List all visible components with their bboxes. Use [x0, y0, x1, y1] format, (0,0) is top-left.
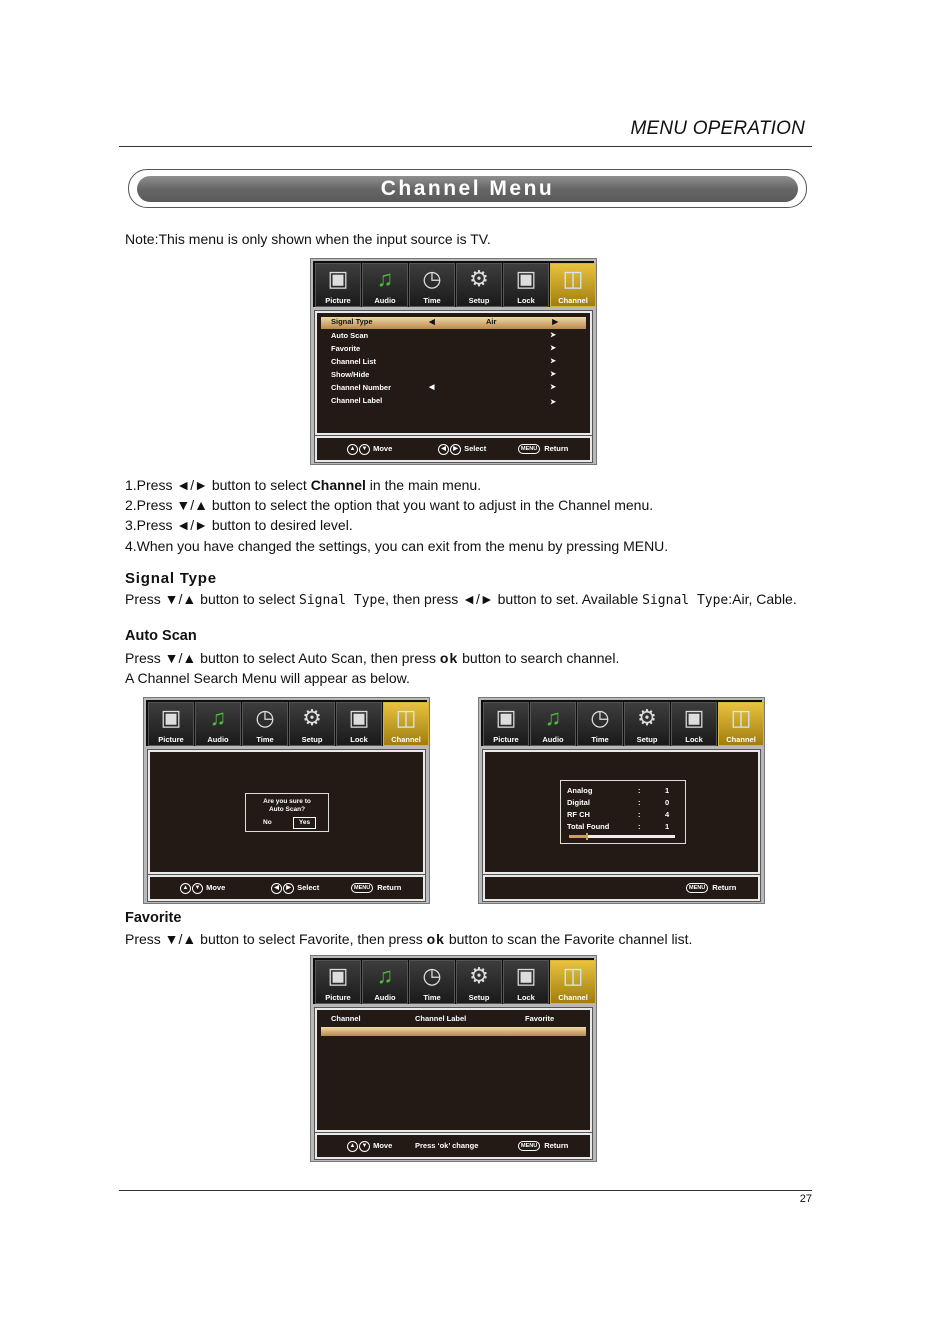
- return-hint: [351, 877, 401, 899]
- right-arrow-icon: ➤: [550, 371, 556, 378]
- note-text: Note:This menu is only shown when the input source is TV.: [125, 231, 491, 247]
- menu-item-favorite[interactable]: [331, 344, 586, 356]
- select-hint: [438, 438, 486, 460]
- menu-footer: [315, 1133, 592, 1159]
- footer-rule: [119, 1190, 812, 1191]
- right-arrow-icon: ➤: [550, 399, 556, 406]
- scan-colon: :: [638, 798, 641, 807]
- picture-tab[interactable]: [148, 702, 194, 746]
- step-2: 2.Press ▼/▲ button to select the option that you want to adjust in the Channel menu.: [125, 497, 654, 513]
- menu-icon-bar: [146, 700, 427, 746]
- time-tab[interactable]: [242, 702, 288, 746]
- tv-channel-menu: [310, 258, 597, 465]
- menu-item-label: Favorite: [331, 344, 361, 353]
- right-arrow-icon: ➤: [550, 384, 556, 391]
- gear-icon: ⚙: [469, 266, 489, 291]
- tab-label: Picture: [325, 296, 351, 305]
- tab-label: Time: [423, 993, 441, 1002]
- scan-progress-fill: [569, 835, 586, 838]
- menu-icon-bar: [481, 700, 762, 746]
- music-note-icon: ♫: [544, 705, 562, 730]
- move-hint: [180, 877, 225, 899]
- section-banner: [128, 169, 807, 208]
- right-arrow-icon: ➤: [550, 332, 556, 339]
- menu-item-label: Channel Label: [331, 396, 383, 405]
- return-hint: [518, 1135, 568, 1157]
- right-arrow-icon: ▶: [552, 317, 558, 326]
- tab-label: Channel: [558, 296, 588, 305]
- tab-label: Lock: [350, 735, 368, 744]
- tab-label: Lock: [517, 993, 535, 1002]
- menu-footer: [483, 875, 760, 901]
- scan-colon: :: [638, 786, 641, 795]
- tab-label: Setup: [301, 735, 323, 744]
- menu-button-icon: MENU: [518, 1141, 540, 1151]
- lock-tab[interactable]: [671, 702, 717, 746]
- left-arrow-icon: ◀: [429, 317, 435, 326]
- camera-icon: ▣: [160, 705, 182, 730]
- menu-item-label: Channel Number: [331, 383, 392, 392]
- no-button[interactable]: No: [263, 819, 272, 826]
- move-label: Move: [206, 883, 226, 892]
- return-hint: [518, 438, 568, 460]
- menu-item-label: Signal Type: [331, 317, 373, 326]
- tab-label: Time: [423, 296, 441, 305]
- music-note-icon: ♫: [209, 705, 227, 730]
- left-arrow-icon: ◀: [438, 444, 449, 455]
- music-note-icon: ♫: [376, 963, 394, 988]
- picture-tab[interactable]: [315, 960, 361, 1004]
- clock-icon: ◷: [422, 963, 442, 988]
- scan-label-analog: Analog: [567, 786, 593, 795]
- up-arrow-icon: ▲: [347, 444, 358, 455]
- lock-tab[interactable]: [503, 263, 549, 307]
- step-3: 3.Press ◄/► button to desired level.: [125, 517, 353, 533]
- channel-tab[interactable]: [550, 960, 596, 1004]
- menu-item-label: Show/Hide: [331, 370, 370, 379]
- audio-tab[interactable]: [362, 960, 408, 1004]
- right-arrow-icon: ▶: [283, 883, 294, 894]
- lock-icon: ▣: [683, 705, 705, 730]
- return-hint: [686, 877, 736, 899]
- up-arrow-icon: ▲: [180, 883, 191, 894]
- select-hint: [271, 877, 319, 899]
- down-arrow-icon: ▼: [359, 1141, 370, 1152]
- music-note-icon: ♫: [376, 266, 394, 291]
- select-label: Select: [464, 444, 487, 453]
- clock-icon: ◷: [255, 705, 275, 730]
- monitor-icon: ◫: [562, 266, 584, 291]
- time-tab[interactable]: [409, 960, 455, 1004]
- tab-label: Setup: [636, 735, 658, 744]
- gear-icon: ⚙: [302, 705, 322, 730]
- auto-scan-heading: Auto Scan: [125, 628, 197, 644]
- left-arrow-icon: ◀: [271, 883, 282, 894]
- signal-type-heading: Signal Type: [125, 570, 217, 587]
- right-arrow-icon: ➤: [550, 358, 556, 365]
- return-label: Return: [712, 883, 737, 892]
- menu-item-channel-label[interactable]: [331, 396, 586, 408]
- scan-progress-bar: [569, 835, 675, 838]
- menu-item-show-hide[interactable]: [331, 370, 586, 382]
- tab-label: Audio: [542, 735, 564, 744]
- favorite-text: Press ▼/▲ button to select Favorite, then press ok button to scan the Favorite channel list.: [125, 931, 693, 947]
- tab-label: Time: [256, 735, 274, 744]
- menu-icon-bar: [313, 958, 594, 1004]
- audio-tab[interactable]: [195, 702, 241, 746]
- favorite-heading: Favorite: [125, 910, 182, 926]
- auto-scan-text-2: A Channel Search Menu will appear as below.: [125, 670, 410, 686]
- down-arrow-icon: ▼: [192, 883, 203, 894]
- move-label: Move: [373, 444, 393, 453]
- setup-tab[interactable]: [456, 263, 502, 307]
- tab-label: Audio: [374, 993, 396, 1002]
- channel-tab[interactable]: [550, 263, 596, 307]
- banner-title: Channel Menu: [380, 177, 555, 200]
- picture-tab[interactable]: [483, 702, 529, 746]
- column-header-favorite: Favorite: [525, 1014, 555, 1023]
- menu-button-icon: MENU: [351, 883, 373, 893]
- move-label: Move: [373, 1141, 393, 1150]
- camera-icon: ▣: [327, 266, 349, 291]
- return-label: Return: [544, 444, 569, 453]
- scan-value-analog: 1: [665, 786, 670, 795]
- camera-icon: ▣: [495, 705, 517, 730]
- menu-item-channel-number[interactable]: [331, 383, 586, 395]
- tv-favorite-list: [310, 955, 597, 1162]
- move-hint: [347, 1135, 392, 1157]
- tab-label: Setup: [468, 296, 490, 305]
- scan-colon: :: [638, 822, 641, 831]
- picture-tab[interactable]: [315, 263, 361, 307]
- menu-item-signal-type[interactable]: [321, 317, 586, 329]
- tab-label: Lock: [685, 735, 703, 744]
- menu-icon-bar: [313, 261, 594, 307]
- return-label: Return: [377, 883, 402, 892]
- up-arrow-icon: ▲: [347, 1141, 358, 1152]
- clock-icon: ◷: [590, 705, 610, 730]
- camera-icon: ▣: [327, 963, 349, 988]
- tab-label: Time: [591, 735, 609, 744]
- menu-footer: [315, 436, 592, 462]
- move-hint: [347, 438, 392, 460]
- tab-label: Channel: [726, 735, 756, 744]
- setup-tab[interactable]: [289, 702, 335, 746]
- menu-item-label: Channel List: [331, 357, 377, 366]
- menu-panel: [315, 311, 592, 435]
- header-rule: [119, 146, 812, 147]
- menu-item-auto-scan[interactable]: [331, 331, 586, 343]
- tab-label: Channel: [558, 993, 588, 1002]
- tv-auto-scan-confirm: [143, 697, 430, 904]
- tab-label: Channel: [391, 735, 421, 744]
- channel-tab[interactable]: [718, 702, 764, 746]
- menu-button-icon: MENU: [518, 444, 540, 454]
- lock-tab[interactable]: [503, 960, 549, 1004]
- page-header-title: MENU OPERATION: [630, 118, 805, 139]
- scan-value-digital: 0: [665, 798, 670, 807]
- tab-label: Audio: [207, 735, 229, 744]
- gear-icon: ⚙: [469, 963, 489, 988]
- step-1: 1.Press ◄/► button to select Channel in the main menu.: [125, 477, 482, 493]
- tab-label: Audio: [374, 296, 396, 305]
- right-arrow-icon: ▶: [450, 444, 461, 455]
- monitor-icon: ◫: [562, 963, 584, 988]
- signal-type-value: Air: [486, 317, 497, 326]
- signal-type-text: Press ▼/▲ button to select Signal Type, then press ◄/► button to set. Available Signal Type:Air, Cable.: [125, 591, 797, 608]
- auto-scan-text: Press ▼/▲ button to select Auto Scan, then press ok button to search channel.: [125, 650, 620, 666]
- menu-footer: [148, 875, 425, 901]
- tab-label: Picture: [158, 735, 184, 744]
- dialog-question: Are you sure to: [263, 798, 311, 805]
- menu-panel: [148, 750, 425, 874]
- tab-label: Picture: [493, 735, 519, 744]
- select-label: Select: [297, 883, 320, 892]
- lock-icon: ▣: [515, 266, 537, 291]
- down-arrow-icon: ▼: [359, 444, 370, 455]
- right-arrow-icon: ➤: [550, 345, 556, 352]
- time-tab[interactable]: [577, 702, 623, 746]
- menu-panel: [315, 1008, 592, 1132]
- scan-colon: :: [638, 810, 641, 819]
- scan-value-rf-ch: 4: [665, 810, 670, 819]
- monitor-icon: ◫: [395, 705, 417, 730]
- audio-tab[interactable]: [530, 702, 576, 746]
- dialog-question-2: Auto Scan?: [268, 806, 306, 813]
- channel-tab[interactable]: [383, 702, 429, 746]
- setup-tab[interactable]: [624, 702, 670, 746]
- step-4: 4.When you have changed the settings, you can exit from the menu by pressing MENU.: [125, 538, 669, 554]
- menu-panel: [483, 750, 760, 874]
- lock-icon: ▣: [515, 963, 537, 988]
- yes-button[interactable]: Yes: [293, 817, 316, 829]
- lock-icon: ▣: [348, 705, 370, 730]
- scan-label-digital: Digital: [567, 798, 590, 807]
- setup-tab[interactable]: [456, 960, 502, 1004]
- scan-label-rf-ch: RF CH: [567, 810, 590, 819]
- menu-item-label: Auto Scan: [331, 331, 369, 340]
- tab-label: Picture: [325, 993, 351, 1002]
- tv-auto-scan-progress: [478, 697, 765, 904]
- menu-item-channel-list[interactable]: [331, 357, 586, 369]
- scan-value-total-found: 1: [665, 822, 670, 831]
- clock-icon: ◷: [422, 266, 442, 291]
- return-label: Return: [544, 1141, 569, 1150]
- left-arrow-icon: ◀: [429, 384, 435, 391]
- favorite-list-row-selected[interactable]: [321, 1027, 586, 1036]
- press-ok-hint: Press ‘ok’ change: [415, 1141, 479, 1150]
- confirm-dialog: [245, 793, 329, 832]
- tab-label: Lock: [517, 296, 535, 305]
- scan-label-total-found: Total Found: [567, 822, 610, 831]
- favorite-column-headers: [331, 1014, 586, 1026]
- tab-label: Setup: [468, 993, 490, 1002]
- lock-tab[interactable]: [336, 702, 382, 746]
- scan-progress-marker: [586, 833, 588, 840]
- menu-button-icon: MENU: [686, 883, 708, 893]
- gear-icon: ⚙: [637, 705, 657, 730]
- page-number: 27: [799, 1193, 812, 1205]
- time-tab[interactable]: [409, 263, 455, 307]
- scan-results-box: [560, 780, 686, 844]
- monitor-icon: ◫: [730, 705, 752, 730]
- audio-tab[interactable]: [362, 263, 408, 307]
- column-header-channel: Channel: [331, 1014, 361, 1023]
- column-header-channel-label: Channel Label: [415, 1014, 467, 1023]
